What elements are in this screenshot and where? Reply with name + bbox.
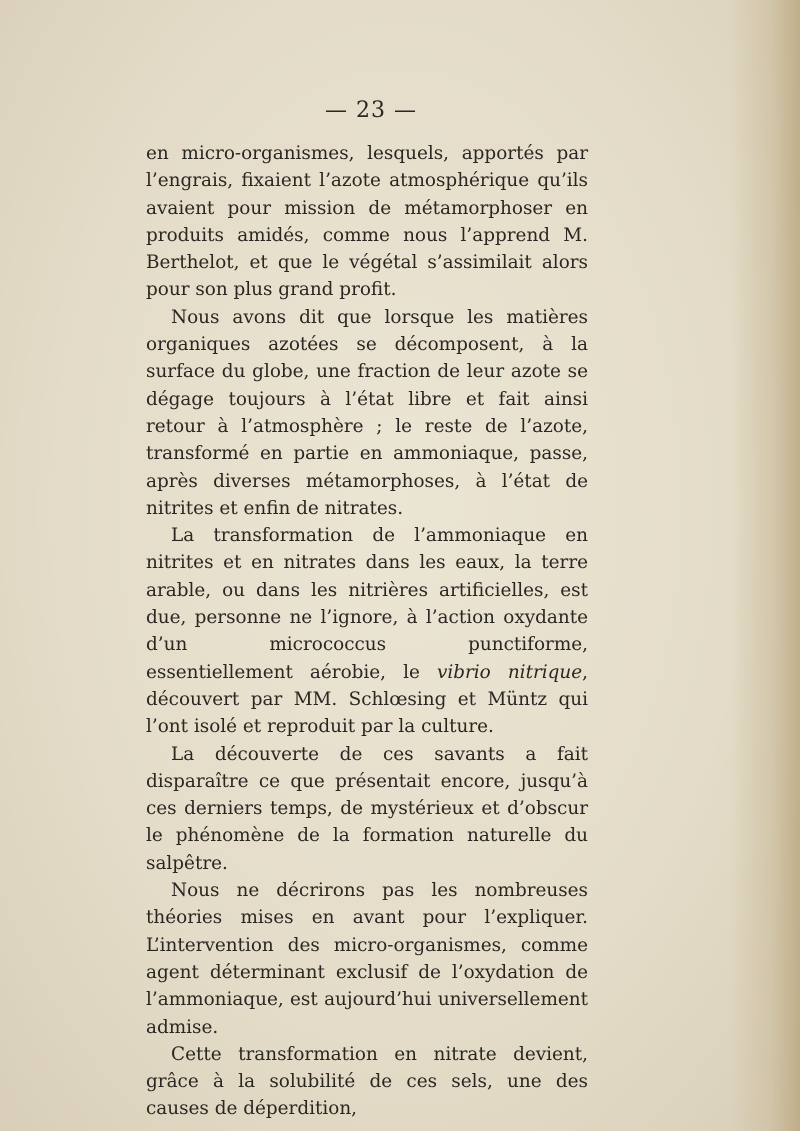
paragraph-3-italic-term: vibrio nitrique (436, 661, 583, 683)
body-text (146, 140, 588, 1123)
paragraph-4-text: La découverte de ces savants a fait disparaître ce que présentait encore, jusqu’à ces derniers temps, de mystérieux et d’obscur le phénomène de la formation naturelle du salpêtre. (146, 743, 588, 874)
page-edge-stain (730, 0, 800, 1131)
page-number: — 23 — (325, 98, 417, 123)
paragraph-1-text: en micro-organismes, lesquels, apportés par l’engrais, fixaient l’azote atmosphérique qu’ils avaient pour mission de métamorphoser en produits amidés, comme nous l’apprend M. Berthelot, et que le végétal s’assimilait alors pour son plus grand profit. (146, 143, 588, 301)
paragraph-2-text: Nous avons dit que lorsque les matières organiques azotées se décomposent, à la surface du globe, une fraction de leur azote se dégage toujours à l’état libre et fait ainsi retour à l’atmosphère ; le reste de l’azote, transformé en partie en ammoniaque, passe, après diverses métamorphoses, à l’état de nitrites et enfin de nitrates. (146, 306, 588, 519)
paragraph-6-text: Cette transformation en nitrate devient, grâce à la solubilité de ces sels, une des causes de déperdition, (146, 1043, 588, 1120)
paragraph-6 (146, 1041, 588, 1123)
paragraph-1 (146, 140, 588, 304)
paragraph-3 (146, 522, 588, 740)
paragraph-5-text: Nous ne décrirons pas les nombreuses théories mises en avant pour l’expliquer. L’intervention des micro-organismes, comme agent déterminant exclusif de l’oxydation de l’ammoniaque, est aujourd’hui universellement admise. (146, 880, 588, 1038)
paragraph-2 (146, 304, 588, 522)
paragraph-5 (146, 877, 588, 1041)
paragraph-3-text-b: , découvert par MM. Schlœsing et Müntz qui l’ont isolé et reproduit par la culture. (146, 661, 588, 738)
paragraph-3-text-a: La transformation de l’ammoniaque en nitrites et en nitrates dans les eaux, la terre arable, ou dans les nitrières artificielles, est due, personne ne l’ignore, à l’action oxydante d’un micrococcus punctiforme, essentiellement aérobie, le (146, 525, 588, 683)
paragraph-4 (146, 741, 588, 877)
